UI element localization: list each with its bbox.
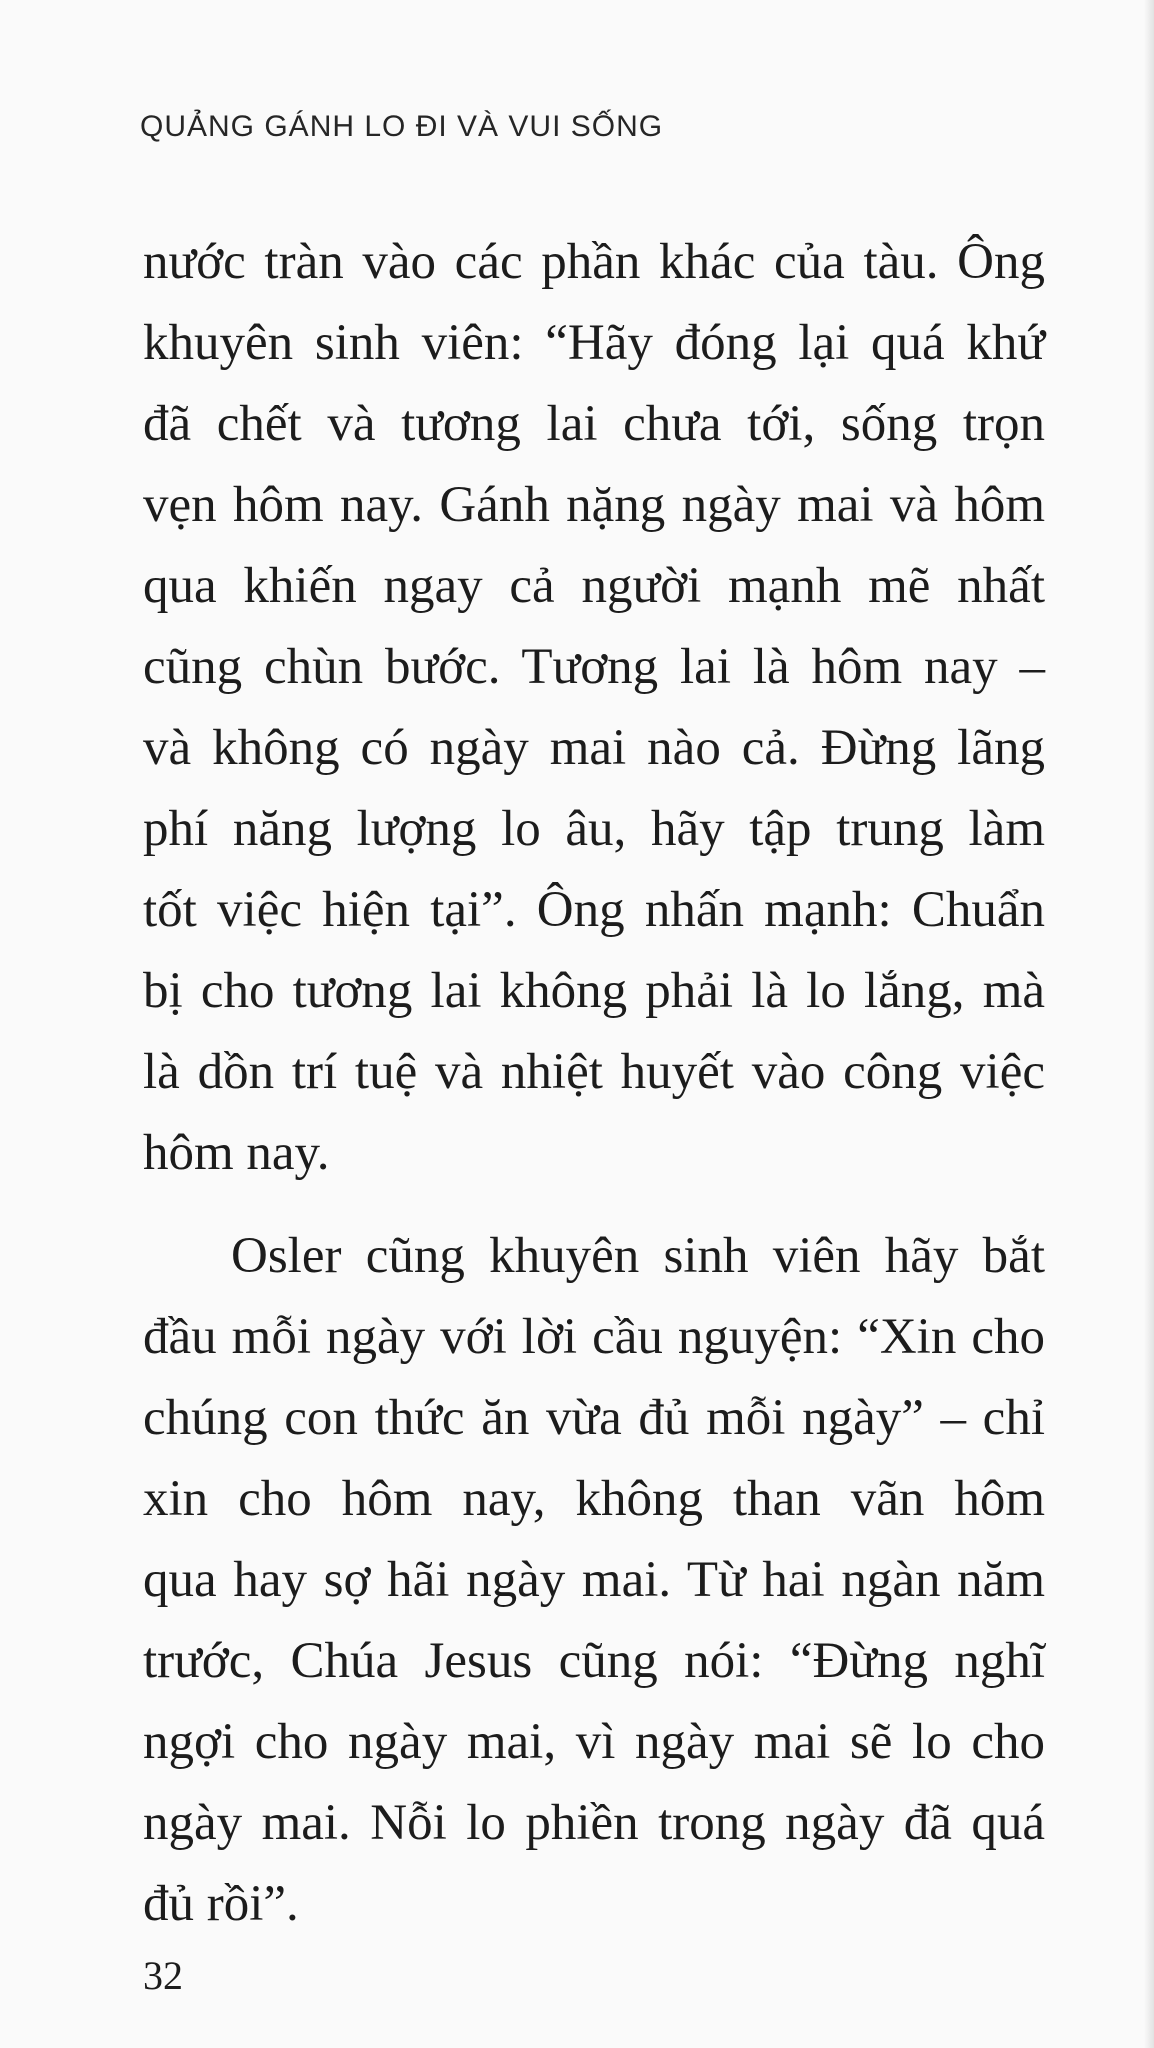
paragraph-1 [143,222,1045,1194]
text-line: cũng chùn bước. Tương lai là hôm nay – [143,639,1045,695]
page-number: 32 [143,1953,183,1998]
text-line: nước tràn vào các phần khác của tàu. Ông [143,234,1045,290]
text-line: xin cho hôm nay, không than vãn hôm [143,1471,1045,1527]
paragraph-2 [143,1216,1045,1945]
text-line: qua hay sợ hãi ngày mai. Từ hai ngàn năm [143,1552,1045,1608]
text-line: qua khiến ngay cả người mạnh mẽ nhất [143,558,1045,614]
text-line: đủ rồi”. [143,1876,299,1932]
text-line: bị cho tương lai không phải là lo lắng, mà [143,963,1045,1019]
text-line: đã chết và tương lai chưa tới, sống trọn [143,396,1045,452]
paragraph-gap [143,1194,1045,1216]
text-line: ngợi cho ngày mai, vì ngày mai sẽ lo cho [143,1714,1045,1770]
text-line: đầu mỗi ngày với lời cầu nguyện: “Xin cho [143,1309,1045,1365]
text-line: là dồn trí tuệ và nhiệt huyết vào công việc [143,1044,1045,1100]
text-line: hôm nay. [143,1125,330,1181]
body-text [143,222,1045,1945]
text-line: chúng con thức ăn vừa đủ mỗi ngày” – chỉ [143,1390,1045,1446]
text-line: khuyên sinh viên: “Hãy đóng lại quá khứ [143,315,1045,371]
text-line: ngày mai. Nỗi lo phiền trong ngày đã quá [143,1795,1045,1851]
running-header: QUẢNG GÁNH LO ĐI VÀ VUI SỐNG [140,110,664,143]
text-line: trước, Chúa Jesus cũng nói: “Đừng nghĩ [143,1633,1045,1689]
text-line: và không có ngày mai nào cả. Đừng lãng [143,720,1045,776]
text-line: vẹn hôm nay. Gánh nặng ngày mai và hôm [143,477,1045,533]
text-line: Osler cũng khuyên sinh viên hãy bắt [231,1228,1045,1284]
text-line: phí năng lượng lo âu, hãy tập trung làm [143,801,1045,857]
text-line: tốt việc hiện tại”. Ông nhấn mạnh: Chuẩn [143,882,1045,938]
